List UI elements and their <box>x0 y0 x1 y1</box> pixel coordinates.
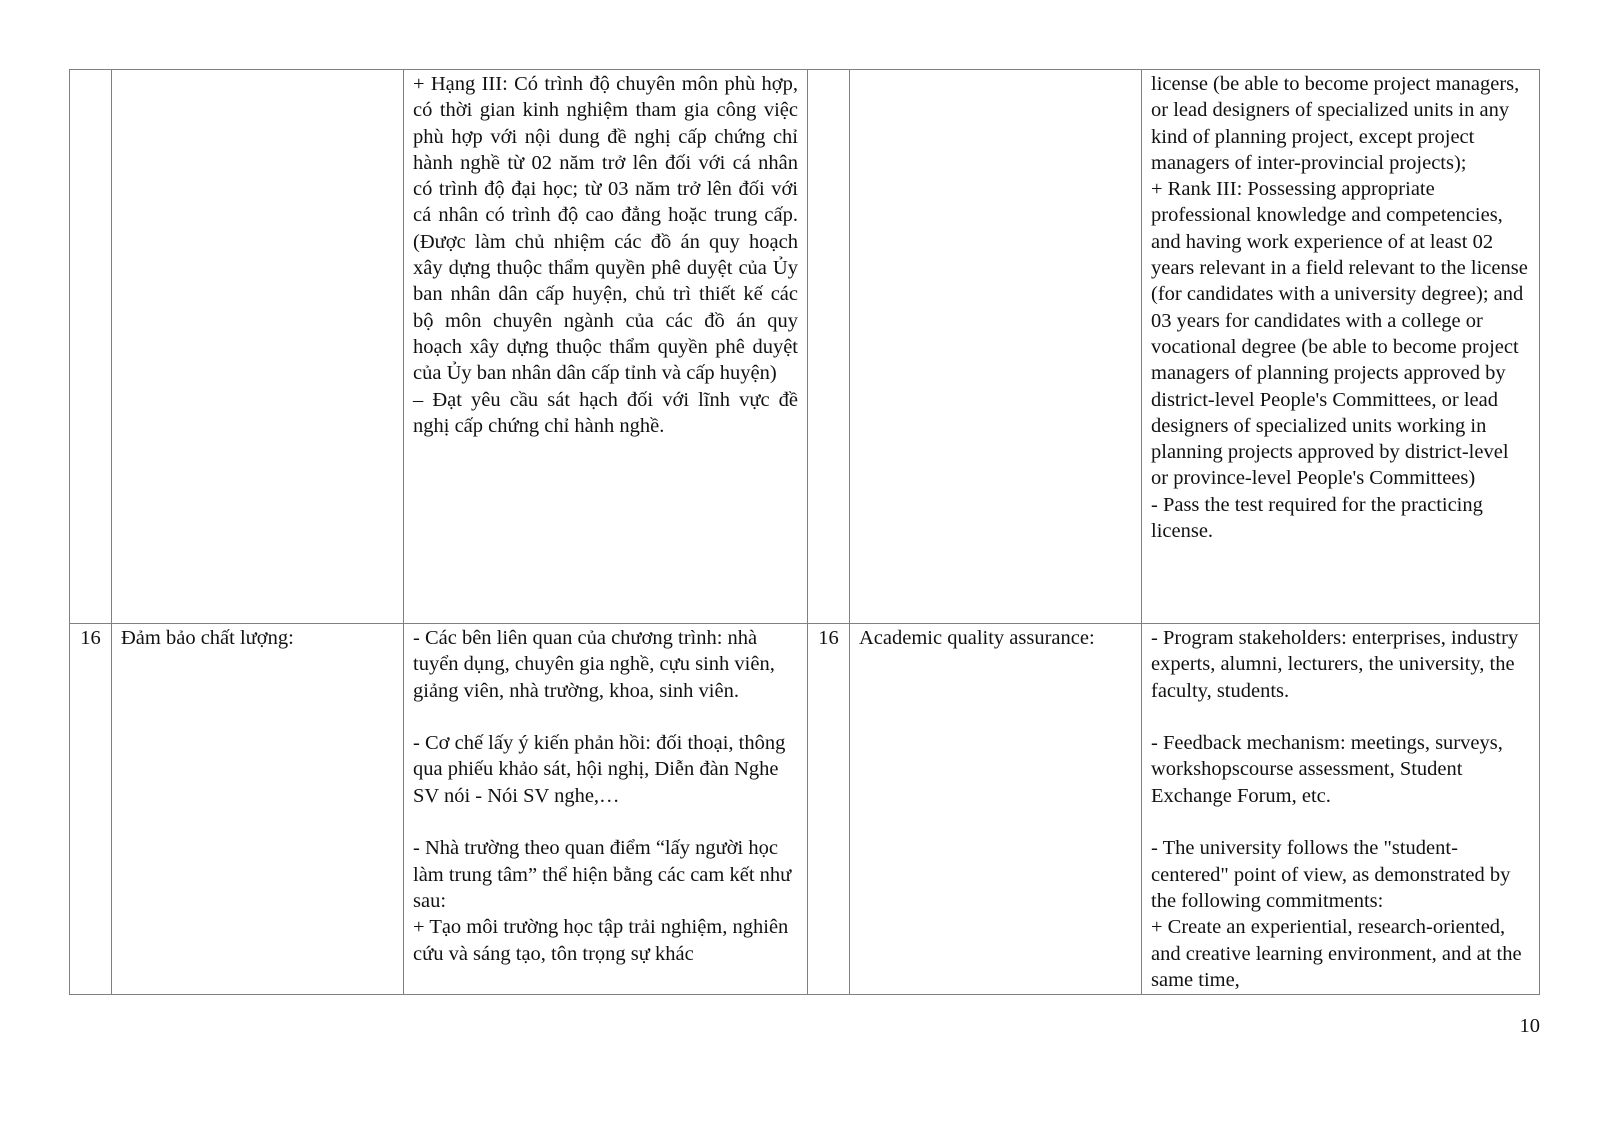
en-stakeholders-text: - Program stakeholders: enterprises, industry experts, alumni, lecturers, the university, the faculty, students. <box>1151 627 1519 702</box>
en-license-continued-text: license (be able to become project managers, or lead designers of specialized units in any kind of planning project, except project managers of inter-provincial projects); <box>1151 73 1520 174</box>
en-feedback-text: - Feedback mechanism: meetings, surveys, workshopscourse assessment, Student Exchange Forum, etc. <box>1151 732 1503 807</box>
vn-environment-text: + Tạo môi trường học tập trải nghiệm, nghiên cứu và sáng tạo, tôn trọng sự khác <box>413 916 789 965</box>
paragraph-gap <box>413 704 798 730</box>
page-number: 10 <box>1519 1015 1540 1037</box>
en-rank-iii-text: + Rank III: Possessing appropriate professional knowledge and competencies, and having work experience of at least 02 years relevant in a field relevant to the license (for candidates with a university degree); and 03 years for candidates with a college or vocational degree (be able to become project managers of planning projects approved by district-level People's Committees, or lead designers of specialized units working in planning projects approved by district-level or province-level People's Committees) <box>1151 178 1528 490</box>
paragraph-gap <box>413 809 798 835</box>
table-row-continued <box>70 70 1540 624</box>
en-pass-test-text: - Pass the test required for the practicing license. <box>1151 493 1483 543</box>
vn-pass-test-text: – Đạt yêu cầu sát hạch đối với lĩnh vực đề nghị cấp chứng chỉ hành nghề. <box>413 388 798 437</box>
row-label-en: Academic quality assurance: <box>850 624 1142 995</box>
row-label-vn: Đảm bảo chất lượng: <box>112 624 404 995</box>
paragraph-gap <box>1151 809 1530 835</box>
paragraph-gap <box>1151 704 1530 730</box>
vn-stakeholders-text: - Các bên liên quan của chương trình: nhà tuyển dụng, chuyên gia nghề, cựu sinh viên, giảng viên, nhà trường, khoa, sinh viên. <box>413 627 775 702</box>
vn-quality-cell <box>404 624 808 995</box>
vn-feedback-text: - Cơ chế lấy ý kiến phản hồi: đối thoại, thông qua phiếu khảo sát, hội nghị, Diễn đàn Nghe SV nói - Nói SV nghe,… <box>413 732 786 807</box>
vn-rank-iii-text: + Hạng III: Có trình độ chuyên môn phù hợp, có thời gian kinh nghiệm tham gia công việc phù hợp với nội dung đề nghị cấp chứng chỉ hành nghề từ 02 năm trở lên đối với cá nhân có trình độ đại học; từ 03 năm trở lên đối với cá nhân có trình độ cao đẳng hoặc trung cấp. (Được làm chủ nhiệm các đồ án quy hoạch xây dựng thuộc thẩm quyền phê duyệt của Ủy ban nhân dân cấp huyện, chủ trì thiết kế các bộ môn chuyên ngành của các đồ án quy hoạch xây dựng thuộc thẩm quyền phê duyệt của Ủy ban nhân dân cấp tỉnh và cấp huyện) <box>413 73 798 385</box>
en-student-centered-text: - The university follows the "student-centered" point of view, as demonstrated by the following commitments: <box>1151 837 1511 912</box>
row-label-en-empty <box>850 70 1142 624</box>
row-number-vn: 16 <box>70 624 112 995</box>
table-row-16 <box>70 624 1540 995</box>
vn-student-centered-text: - Nhà trường theo quan điểm “lấy người học làm trung tâm” thể hiện bằng các cam kết như sau: <box>413 837 792 912</box>
en-content-cell <box>1142 70 1540 624</box>
row-number-vn-empty <box>70 70 112 624</box>
row-label-vn-empty <box>112 70 404 624</box>
en-environment-text: + Create an experiential, research-oriented, and creative learning environment, and at the same time, <box>1151 916 1522 991</box>
row-number-en: 16 <box>808 624 850 995</box>
vn-content-cell <box>404 70 808 624</box>
en-quality-cell <box>1142 624 1540 995</box>
row-number-en-empty <box>808 70 850 624</box>
bilingual-program-table <box>69 69 1540 995</box>
